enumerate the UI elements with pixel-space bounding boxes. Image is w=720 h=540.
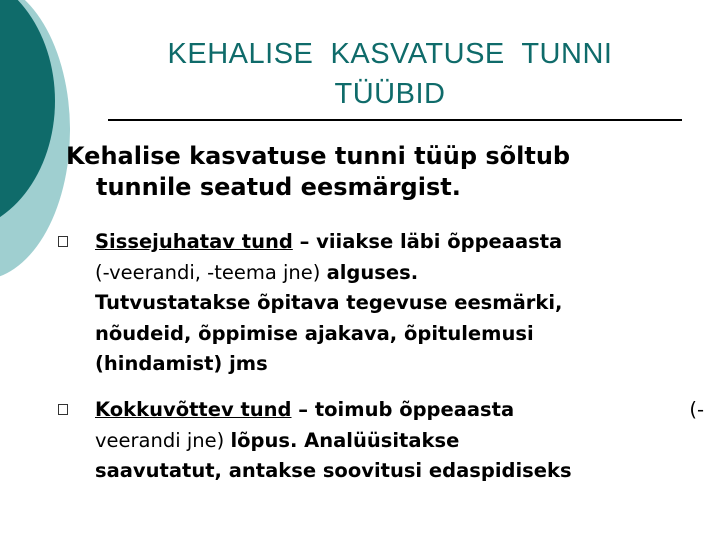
bullet-1-line-5: (hindamist) jms xyxy=(95,352,268,375)
bullet-2-line-2b: lõpus. Analüüsitakse xyxy=(230,428,460,452)
bullet-2-term: Kokkuvõttev tund xyxy=(95,398,292,421)
bullet-item-1 xyxy=(58,227,708,380)
bullet-1-dash: – xyxy=(292,230,317,253)
slide-title-line-2: TÜÜBID xyxy=(334,78,446,110)
bullet-1-line-1: viiakse läbi õppeaasta xyxy=(316,230,563,253)
intro-text xyxy=(66,141,706,203)
bullet-2-line-1: toimub õppeaasta xyxy=(314,398,515,421)
slide-title-line-1: KEHALISE KASVATUSE TUNNI xyxy=(167,38,613,70)
bullet-1-term: Sissejuhatav tund xyxy=(95,230,293,253)
bullet-item-2 xyxy=(58,395,708,487)
square-bullet-icon xyxy=(58,404,68,415)
bullet-1-line-2a: (-veerandi, -teema jne) xyxy=(95,260,327,284)
bullet-2-line-1b: (- xyxy=(689,398,704,421)
bullet-1-line-2b: alguses. xyxy=(326,260,419,284)
square-bullet-icon xyxy=(58,236,68,247)
title-divider xyxy=(108,119,682,121)
bullet-1-line-3: Tutvustatakse õpitava tegevuse eesmärki, xyxy=(95,291,563,314)
bullet-2-line-3: saavutatut, antakse soovitusi edaspidiseks xyxy=(95,459,572,482)
slide-title xyxy=(90,34,690,114)
bullet-1-line-4: nõudeid, õppimise ajakava, õpitulemusi xyxy=(95,321,534,345)
intro-line-2: tunnile seatud eesmärgist. xyxy=(96,173,461,201)
bullet-2-dash: – xyxy=(291,398,315,421)
intro-line-1: Kehalise kasvatuse tunni tüüp sõltub xyxy=(66,142,571,170)
bullet-2-line-2a: veerandi jne) xyxy=(95,428,231,452)
